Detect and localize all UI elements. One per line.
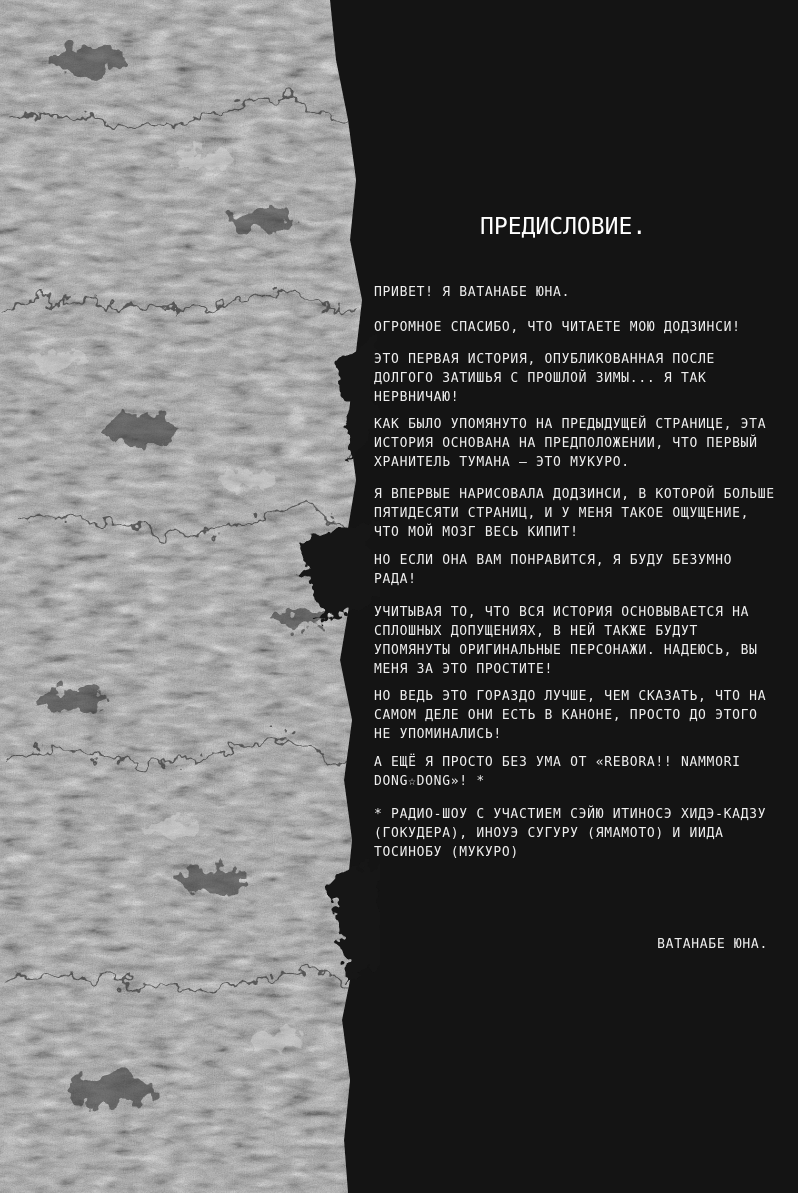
paragraph-radio-show: А ЕЩЁ Я ПРОСТО БЕЗ УМА ОТ «REBORA!! NAMMORI DONG☆DONG»! * bbox=[374, 755, 741, 789]
foreword-text-block bbox=[374, 0, 780, 1193]
paragraph-greeting: ПРИВЕТ! Я ВАТАНАБЕ ЮНА. bbox=[374, 285, 571, 300]
paragraph-first-story: ЭТО ПЕРВАЯ ИСТОРИЯ, ОПУБЛИКОВАННАЯ ПОСЛЕ ДОЛГОГО ЗАТИШЬЯ С ПРОШЛОЙ ЗИМЫ... Я ТАК НЕРВНИЧАЮ! bbox=[374, 352, 716, 405]
signature: ВАТАНАБЕ ЮНА. bbox=[657, 937, 768, 952]
paragraph-canon: НО ВЕДЬ ЭТО ГОРАЗДО ЛУЧШЕ, ЧЕМ СКАЗАТЬ, ЧТО НА САМОМ ДЕЛЕ ОНИ ЕСТЬ В КАНОНЕ, ПРОСТО ДО ЭТОГО НЕ УПОМИНАЛИСЬ! bbox=[374, 689, 767, 742]
paragraph-original-characters: УЧИТЫВАЯ ТО, ЧТО ВСЯ ИСТОРИЯ ОСНОВЫВАЕТСЯ НА СПЛОШНЫХ ДОПУЩЕНИЯХ, В НЕЙ ТАКЖЕ БУДУТ УПОМЯНУТЫ ОРИГИНАЛЬНЫЕ ПЕРСОНАЖИ. НАДЕЮСЬ, ВЫ МЕНЯ ЗА ЭТО ПРОСТИТЕ! bbox=[374, 605, 758, 677]
paragraph-hope: НО ЕСЛИ ОНА ВАМ ПОНРАВИТСЯ, Я БУДУ БЕЗУМНО РАДА! bbox=[374, 553, 733, 587]
stone-texture-panel bbox=[0, 0, 380, 1193]
paragraph-first-doujinshi: Я ВПЕРВЫЕ НАРИСОВАЛА ДОДЗИНСИ, В КОТОРОЙ БОЛЬШЕ ПЯТИДЕСЯТИ СТРАНИЦ, И У МЕНЯ ТАКОЕ ОЩУЩЕНИЕ, ЧТО МОЙ МОЗГ ВЕСЬ КИПИТ! bbox=[374, 487, 775, 540]
footnote: * РАДИО-ШОУ С УЧАСТИЕМ СЭЙЮ ИТИНОСЭ ХИДЭ-КАДЗУ (ГОКУДЕРА), ИНОУЭ СУГУРУ (ЯМАМОТО) И ИИДА ТОСИНОБУ (МУКУРО) bbox=[374, 807, 767, 860]
paragraph-premise: КАК БЫЛО УПОМЯНУТО НА ПРЕДЫДУЩЕЙ СТРАНИЦЕ, ЭТА ИСТОРИЯ ОСНОВАНА НА ПРЕДПОЛОЖЕНИИ, ЧТО ПЕРВЫЙ ХРАНИТЕЛЬ ТУМАНА — ЭТО МУКУРО. bbox=[374, 417, 767, 470]
paragraph-thanks: ОГРОМНОЕ СПАСИБО, ЧТО ЧИТАЕТЕ МОЮ ДОДЗИНСИ! bbox=[374, 320, 741, 335]
page-title: ПРЕДИСЛОВИЕ. bbox=[480, 214, 647, 240]
